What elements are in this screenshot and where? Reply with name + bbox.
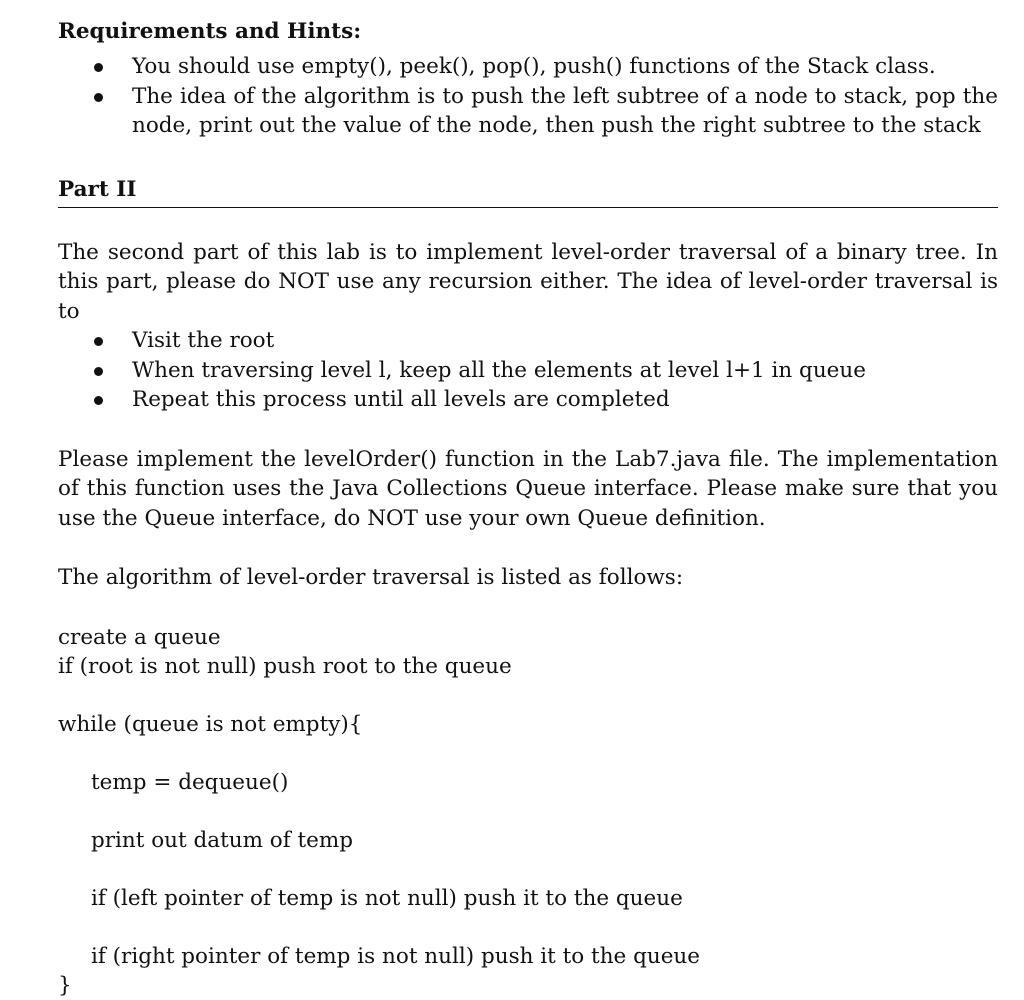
- pseudocode-block: [58, 623, 998, 1000]
- code-line: if (root is not null) push root to the queue: [58, 653, 512, 679]
- bullet-icon: [94, 396, 103, 405]
- list-item: [58, 52, 998, 82]
- code-line: }: [58, 972, 72, 998]
- bullet-icon: [94, 63, 103, 72]
- list-item-text: Repeat this process until all levels are completed: [132, 387, 670, 412]
- algorithm-intro: The algorithm of level-order traversal is listed as follows:: [58, 565, 684, 590]
- requirements-heading: Requirements and Hints:: [58, 19, 362, 44]
- code-line: create a queue: [58, 624, 221, 650]
- code-line: while (queue is not empty){: [58, 711, 363, 737]
- code-line: if (left pointer of temp is not null) push it to the queue: [91, 885, 683, 911]
- bullet-icon: [94, 337, 103, 346]
- requirements-list: [58, 52, 998, 141]
- level-order-steps: [58, 326, 998, 415]
- part-ii-intro: The second part of this lab is to implement level-order traversal of a binary tree. In this part, please do NOT use any recursion either. The idea of level-order traversal is to: [58, 239, 998, 324]
- list-item-text: You should use empty(), peek(), pop(), push() functions of the Stack class.: [132, 54, 936, 79]
- implementation-instructions: Please implement the levelOrder() function in the Lab7.java file. The implementation of this function uses the Java Collections Queue interface. Please make sure that you use the Queue interface, do NOT use your own Queue definition.: [58, 446, 998, 531]
- list-item-text: The idea of the algorithm is to push the left subtree of a node to stack, pop the node, print out the value of the node, then push the right subtree to the stack: [132, 83, 998, 138]
- bullet-icon: [94, 367, 103, 376]
- list-item: [58, 356, 998, 386]
- list-item: [58, 82, 998, 141]
- list-item: [58, 385, 998, 415]
- part-ii-title: Part II: [58, 176, 137, 202]
- list-item: [58, 326, 998, 356]
- bullet-icon: [94, 93, 103, 102]
- list-item-text: When traversing level l, keep all the elements at level l+1 in queue: [132, 357, 866, 383]
- list-item-text: Visit the root: [132, 328, 275, 353]
- code-line: if (right pointer of temp is not null) push it to the queue: [91, 943, 701, 969]
- code-line: print out datum of temp: [91, 827, 354, 853]
- document-page: [58, 12, 998, 1000]
- code-line: temp = dequeue(): [91, 769, 289, 795]
